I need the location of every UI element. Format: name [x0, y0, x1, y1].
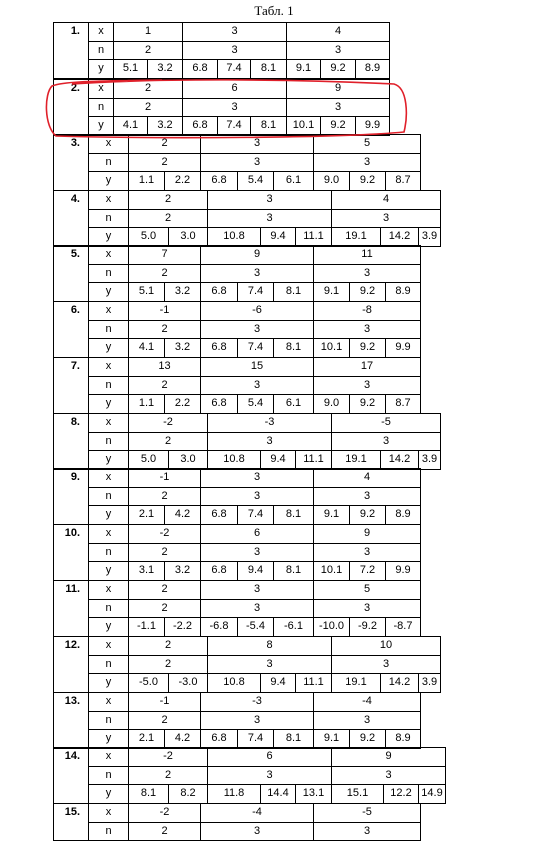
n-value: 2: [128, 153, 201, 173]
x-value: 6: [207, 747, 332, 767]
x-value: 3: [200, 134, 314, 154]
x-value: 4: [331, 190, 441, 210]
n-value: 3: [286, 98, 390, 118]
y-value: 7.4: [217, 116, 251, 136]
y-value: 7.4: [217, 59, 251, 79]
y-value: 11.8: [207, 784, 261, 804]
row-label-n: n: [88, 599, 129, 619]
n-value: 2: [128, 543, 201, 563]
y-value: 7.4: [237, 338, 274, 358]
n-value: 2: [128, 209, 208, 229]
y-value: 9.4: [260, 227, 296, 247]
y-value: -3.0: [168, 673, 208, 693]
n-value: 3: [200, 711, 314, 731]
y-value: 9.9: [355, 116, 390, 136]
y-value: 14.2: [380, 450, 419, 470]
n-value: 3: [207, 209, 332, 229]
row-label-x: x: [88, 413, 129, 433]
n-value: 3: [313, 711, 421, 731]
y-value: 3.2: [147, 116, 183, 136]
row-label-n: n: [88, 320, 129, 340]
y-value: 4.2: [164, 505, 201, 525]
y-value: 9.2: [349, 394, 386, 414]
n-value: 3: [182, 98, 287, 118]
y-value: 5.1: [128, 282, 165, 302]
row-label-x: x: [88, 468, 129, 488]
y-value: 3.2: [164, 338, 201, 358]
y-value: -2.2: [164, 617, 201, 637]
variant-number: 15.: [53, 803, 89, 841]
y-value: 1.1: [128, 394, 165, 414]
y-value: 6.8: [200, 505, 238, 525]
y-value: 8.1: [273, 338, 314, 358]
y-value: 8.1: [250, 59, 287, 79]
y-value: 9.2: [349, 171, 386, 191]
y-value: 7.4: [237, 505, 274, 525]
y-value: 5.4: [237, 394, 274, 414]
variant-number: 3.: [53, 134, 89, 191]
y-value: 9.1: [313, 505, 350, 525]
y-value: 4.1: [128, 338, 165, 358]
row-label-n: n: [88, 655, 129, 675]
x-value: 2: [128, 636, 208, 656]
y-value: 4.2: [164, 729, 201, 749]
x-value: 4: [313, 468, 421, 488]
n-value: 3: [200, 487, 314, 507]
y-value: 2.2: [164, 394, 201, 414]
x-value: 3: [182, 22, 287, 42]
n-value: 3: [313, 320, 421, 340]
variant-number: 6.: [53, 301, 89, 358]
y-value: 5.0: [128, 227, 169, 247]
y-value: 10.1: [313, 561, 350, 581]
y-value: 6.1: [273, 394, 314, 414]
y-value: 9.9: [385, 561, 421, 581]
y-value: 6.8: [200, 171, 238, 191]
n-value: 3: [200, 264, 314, 284]
y-value: 9.1: [313, 282, 350, 302]
y-value: 2.2: [164, 171, 201, 191]
row-label-y: y: [88, 171, 129, 191]
y-value: 6.8: [182, 59, 218, 79]
y-value: 9.2: [349, 282, 386, 302]
variant-number: 14.: [53, 747, 89, 804]
variant-number: 13.: [53, 692, 89, 749]
x-value: 9: [313, 524, 421, 544]
n-value: 2: [128, 376, 201, 396]
x-value: 3: [200, 468, 314, 488]
y-value: 9.2: [320, 116, 356, 136]
y-value: 11.1: [295, 673, 332, 693]
row-label-n: n: [88, 487, 129, 507]
n-value: 2: [128, 432, 208, 452]
row-label-n: n: [88, 711, 129, 731]
y-value: 3.1: [128, 561, 165, 581]
y-value: 9.0: [313, 394, 350, 414]
n-value: 2: [113, 98, 183, 118]
n-value: 3: [331, 766, 446, 786]
y-value: 8.1: [273, 561, 314, 581]
variant-number: 10.: [53, 524, 89, 581]
n-value: 2: [128, 655, 208, 675]
y-value: 9.4: [237, 561, 274, 581]
y-value: -6.8: [200, 617, 238, 637]
x-value: 9: [331, 747, 446, 767]
x-value: 15: [200, 357, 314, 377]
n-value: 3: [331, 209, 441, 229]
x-value: -3: [207, 413, 332, 433]
n-value: 3: [200, 320, 314, 340]
variant-number: 11.: [53, 580, 89, 637]
y-value: -5.0: [128, 673, 169, 693]
row-label-y: y: [88, 505, 129, 525]
x-value: 2: [128, 134, 201, 154]
y-value: 8.9: [385, 505, 421, 525]
row-label-x: x: [88, 636, 129, 656]
y-value: 6.8: [200, 729, 238, 749]
n-value: 3: [313, 822, 421, 842]
x-value: -5: [313, 803, 421, 823]
y-value: 10.8: [207, 450, 261, 470]
y-value: 9.0: [313, 171, 350, 191]
n-value: 3: [207, 655, 332, 675]
y-value: 8.2: [168, 784, 208, 804]
x-value: 2: [128, 580, 201, 600]
y-value: 9.1: [313, 729, 350, 749]
n-value: 2: [128, 711, 201, 731]
y-value: 3.9: [418, 227, 441, 247]
row-label-y: y: [88, 282, 129, 302]
x-value: -1: [128, 301, 201, 321]
row-label-x: x: [88, 301, 129, 321]
row-label-y: y: [88, 338, 129, 358]
x-value: 5: [313, 580, 421, 600]
x-value: -2: [128, 803, 201, 823]
row-label-x: x: [88, 803, 129, 823]
x-value: 8: [207, 636, 332, 656]
y-value: 9.9: [385, 338, 421, 358]
row-label-n: n: [88, 822, 129, 842]
y-value: 5.0: [128, 450, 169, 470]
x-value: 10: [331, 636, 441, 656]
n-value: 2: [113, 41, 183, 61]
y-value: 10.1: [313, 338, 350, 358]
n-value: 3: [313, 487, 421, 507]
y-value: -6.1: [273, 617, 314, 637]
n-value: 3: [200, 822, 314, 842]
y-value: 8.9: [355, 59, 390, 79]
row-label-y: y: [88, 450, 129, 470]
y-value: 6.1: [273, 171, 314, 191]
row-label-y: y: [88, 227, 129, 247]
y-value: 12.2: [383, 784, 419, 804]
variant-number: 8.: [53, 413, 89, 470]
y-value: 7.4: [237, 282, 274, 302]
n-value: 3: [313, 543, 421, 563]
y-value: 8.9: [385, 729, 421, 749]
x-value: 4: [286, 22, 390, 42]
y-value: 7.2: [349, 561, 386, 581]
x-value: 3: [207, 190, 332, 210]
variant-number: 2.: [53, 79, 89, 136]
row-label-n: n: [88, 766, 129, 786]
y-value: 1.1: [128, 171, 165, 191]
x-value: 9: [286, 79, 390, 99]
y-value: 8.1: [273, 729, 314, 749]
x-value: -2: [128, 413, 208, 433]
x-value: -1: [128, 692, 201, 712]
n-value: 3: [207, 766, 332, 786]
x-value: -8: [313, 301, 421, 321]
y-value: 3.9: [418, 450, 441, 470]
n-value: 3: [331, 655, 441, 675]
x-value: 6: [200, 524, 314, 544]
y-value: 19.1: [331, 450, 381, 470]
x-value: 2: [113, 79, 183, 99]
y-value: 13.1: [295, 784, 332, 804]
n-value: 3: [313, 153, 421, 173]
y-value: 9.2: [349, 729, 386, 749]
y-value: 6.8: [200, 282, 238, 302]
row-label-n: n: [88, 98, 114, 118]
y-value: 19.1: [331, 673, 381, 693]
y-value: 10.1: [286, 116, 321, 136]
y-value: 2.1: [128, 505, 165, 525]
n-value: 3: [200, 153, 314, 173]
y-value: 14.4: [260, 784, 296, 804]
y-value: 8.1: [273, 282, 314, 302]
y-value: 7.4: [237, 729, 274, 749]
y-value: 2.1: [128, 729, 165, 749]
y-value: 8.1: [128, 784, 169, 804]
row-label-x: x: [88, 357, 129, 377]
y-value: 6.8: [200, 561, 238, 581]
n-value: 3: [313, 599, 421, 619]
y-value: 10.8: [207, 673, 261, 693]
y-value: 9.4: [260, 450, 296, 470]
y-value: 9.2: [349, 338, 386, 358]
row-label-n: n: [88, 209, 129, 229]
n-value: 3: [200, 543, 314, 563]
x-value: 11: [313, 245, 421, 265]
x-value: 7: [128, 245, 201, 265]
y-value: 4.1: [113, 116, 148, 136]
variant-number: 5.: [53, 245, 89, 302]
y-value: 6.8: [182, 116, 218, 136]
y-value: 8.9: [385, 282, 421, 302]
y-value: 11.1: [295, 227, 332, 247]
x-value: 13: [128, 357, 201, 377]
y-value: 19.1: [331, 227, 381, 247]
y-value: 14.2: [380, 227, 419, 247]
y-value: 3.2: [147, 59, 183, 79]
row-label-y: y: [88, 116, 114, 136]
x-value: 2: [128, 190, 208, 210]
y-value: -9.2: [349, 617, 386, 637]
row-label-y: y: [88, 59, 114, 79]
row-label-x: x: [88, 580, 129, 600]
x-value: 5: [313, 134, 421, 154]
x-value: 9: [200, 245, 314, 265]
row-label-x: x: [88, 747, 129, 767]
row-label-x: x: [88, 190, 129, 210]
row-label-n: n: [88, 432, 129, 452]
x-value: -3: [200, 692, 314, 712]
x-value: -6: [200, 301, 314, 321]
y-value: -1.1: [128, 617, 165, 637]
y-value: 8.1: [273, 505, 314, 525]
n-value: 2: [128, 599, 201, 619]
y-value: 8.7: [385, 394, 421, 414]
x-value: -2: [128, 524, 201, 544]
y-value: 3.2: [164, 561, 201, 581]
y-value: 9.2: [349, 505, 386, 525]
n-value: 3: [286, 41, 390, 61]
row-label-y: y: [88, 729, 129, 749]
y-value: 10.8: [207, 227, 261, 247]
row-label-y: y: [88, 784, 129, 804]
row-label-y: y: [88, 394, 129, 414]
y-value: 9.2: [320, 59, 356, 79]
variant-number: 12.: [53, 636, 89, 693]
x-value: 3: [200, 580, 314, 600]
row-label-y: y: [88, 617, 129, 637]
y-value: 5.1: [113, 59, 148, 79]
n-value: 2: [128, 487, 201, 507]
n-value: 3: [331, 432, 441, 452]
n-value: 2: [128, 766, 208, 786]
row-label-x: x: [88, 245, 129, 265]
y-value: 6.8: [200, 338, 238, 358]
variant-number: 7.: [53, 357, 89, 414]
row-label-n: n: [88, 543, 129, 563]
x-value: -2: [128, 747, 208, 767]
row-label-n: n: [88, 41, 114, 61]
y-value: 9.1: [286, 59, 321, 79]
n-value: 3: [313, 376, 421, 396]
row-label-x: x: [88, 79, 114, 99]
y-value: 8.1: [250, 116, 287, 136]
y-value: -8.7: [385, 617, 421, 637]
y-value: 15.1: [331, 784, 384, 804]
row-label-y: y: [88, 561, 129, 581]
x-value: 6: [182, 79, 287, 99]
row-label-x: x: [88, 134, 129, 154]
y-value: -5.4: [237, 617, 274, 637]
y-value: 3.2: [164, 282, 201, 302]
table-caption: Табл. 1: [254, 3, 294, 18]
n-value: 3: [207, 432, 332, 452]
x-value: 17: [313, 357, 421, 377]
variant-number: 4.: [53, 190, 89, 247]
n-value: 2: [128, 264, 201, 284]
y-value: 6.8: [200, 394, 238, 414]
row-label-n: n: [88, 153, 129, 173]
y-value: 14.9: [418, 784, 446, 804]
n-value: 2: [128, 822, 201, 842]
y-value: 9.4: [260, 673, 296, 693]
row-label-x: x: [88, 692, 129, 712]
x-value: 1: [113, 22, 183, 42]
y-value: 3.0: [168, 450, 208, 470]
y-value: 3.9: [418, 673, 441, 693]
row-label-x: x: [88, 524, 129, 544]
x-value: -1: [128, 468, 201, 488]
y-value: 5.4: [237, 171, 274, 191]
x-value: -4: [200, 803, 314, 823]
y-value: 14.2: [380, 673, 419, 693]
row-label-n: n: [88, 264, 129, 284]
y-value: 3.0: [168, 227, 208, 247]
x-value: -4: [313, 692, 421, 712]
y-value: 11.1: [295, 450, 332, 470]
n-value: 3: [200, 376, 314, 396]
n-value: 3: [313, 264, 421, 284]
row-label-n: n: [88, 376, 129, 396]
n-value: 2: [128, 320, 201, 340]
y-value: 8.7: [385, 171, 421, 191]
y-value: -10.0: [313, 617, 350, 637]
row-label-x: x: [88, 22, 114, 42]
x-value: -5: [331, 413, 441, 433]
variant-number: 9.: [53, 468, 89, 525]
row-label-y: y: [88, 673, 129, 693]
n-value: 3: [182, 41, 287, 61]
n-value: 3: [200, 599, 314, 619]
variant-number: 1.: [53, 22, 89, 79]
